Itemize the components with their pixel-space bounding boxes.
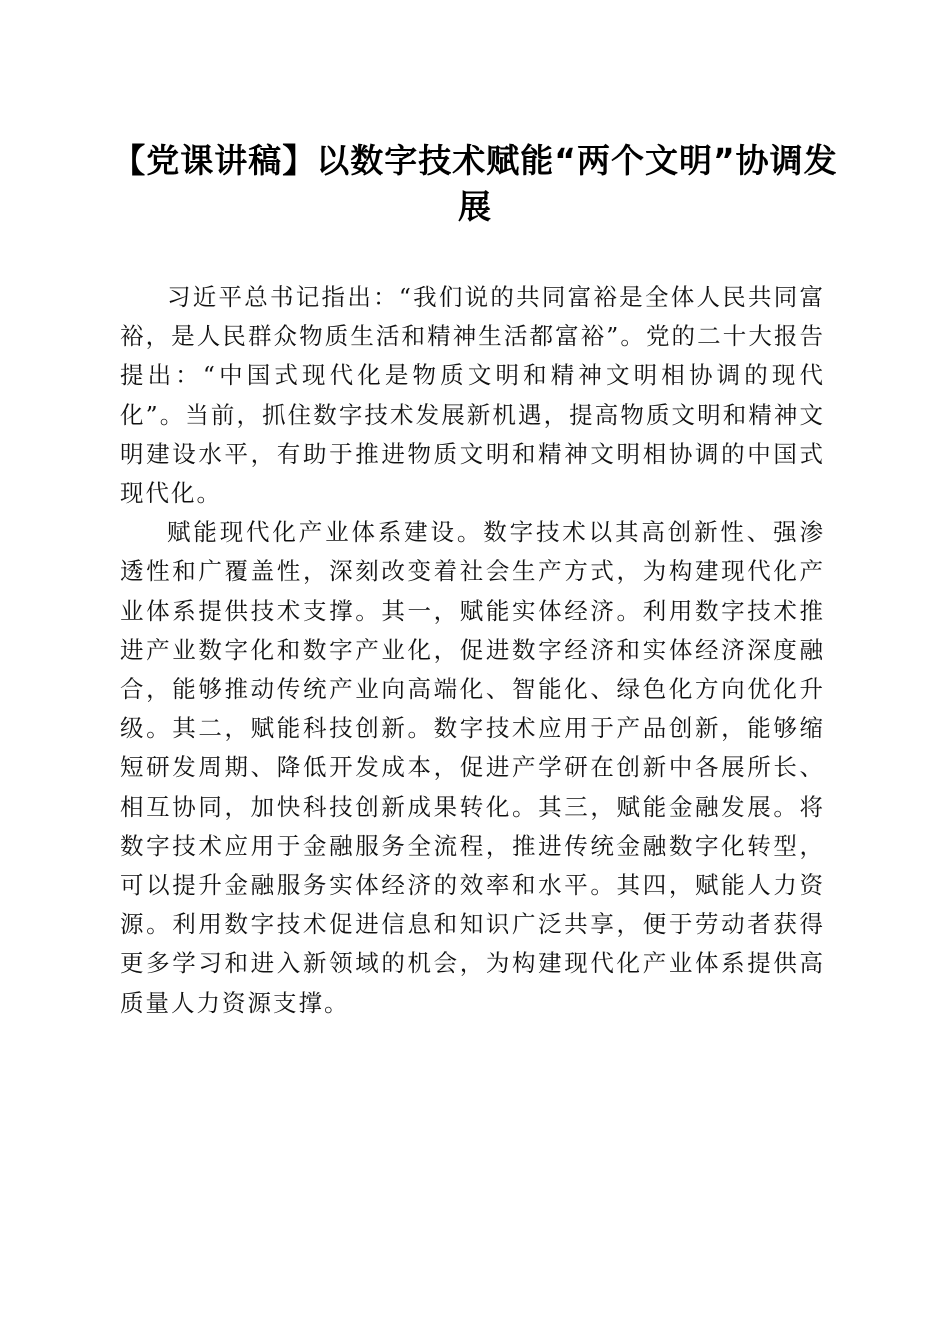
- document-body: [120, 278, 825, 1023]
- document-title: 【党课讲稿】以数字技术赋能“两个文明”协调发展: [112, 141, 838, 226]
- paragraph: 习近平总书记指出：“我们说的共同富裕是全体人民共同富裕，是人民群众物质生活和精神生活都富裕”。党的二十大报告提出：“中国式现代化是物质文明和精神文明相协调的现代化”。当前，抓住数字技术发展新机遇，提高物质文明和精神文明建设水平，有助于推进物质文明和精神文明相协调的中国式现代化。: [120, 283, 825, 508]
- paragraph: 赋能现代化产业体系建设。数字技术以其高创新性、强渗透性和广覆盖性，深刻改变着社会生产方式，为构建现代化产业体系提供技术支撑。其一，赋能实体经济。利用数字技术推进产业数字化和数字产业化，促进数字经济和实体经济深度融合，能够推动传统产业向高端化、智能化、绿色化方向优化升级。其二，赋能科技创新。数字技术应用于产品创新，能够缩短研发周期、降低开发成本，促进产学研在创新中各展所长、相互协同，加快科技创新成果转化。其三，赋能金融发展。将数字技术应用于金融服务全流程，推进传统金融数字化转型，可以提升金融服务实体经济的效率和水平。其四，赋能人力资源。利用数字技术促进信息和知识广泛共享，便于劳动者获得更多学习和进入新领域的机会，为构建现代化产业体系提供高质量人力资源支撑。: [120, 518, 825, 1017]
